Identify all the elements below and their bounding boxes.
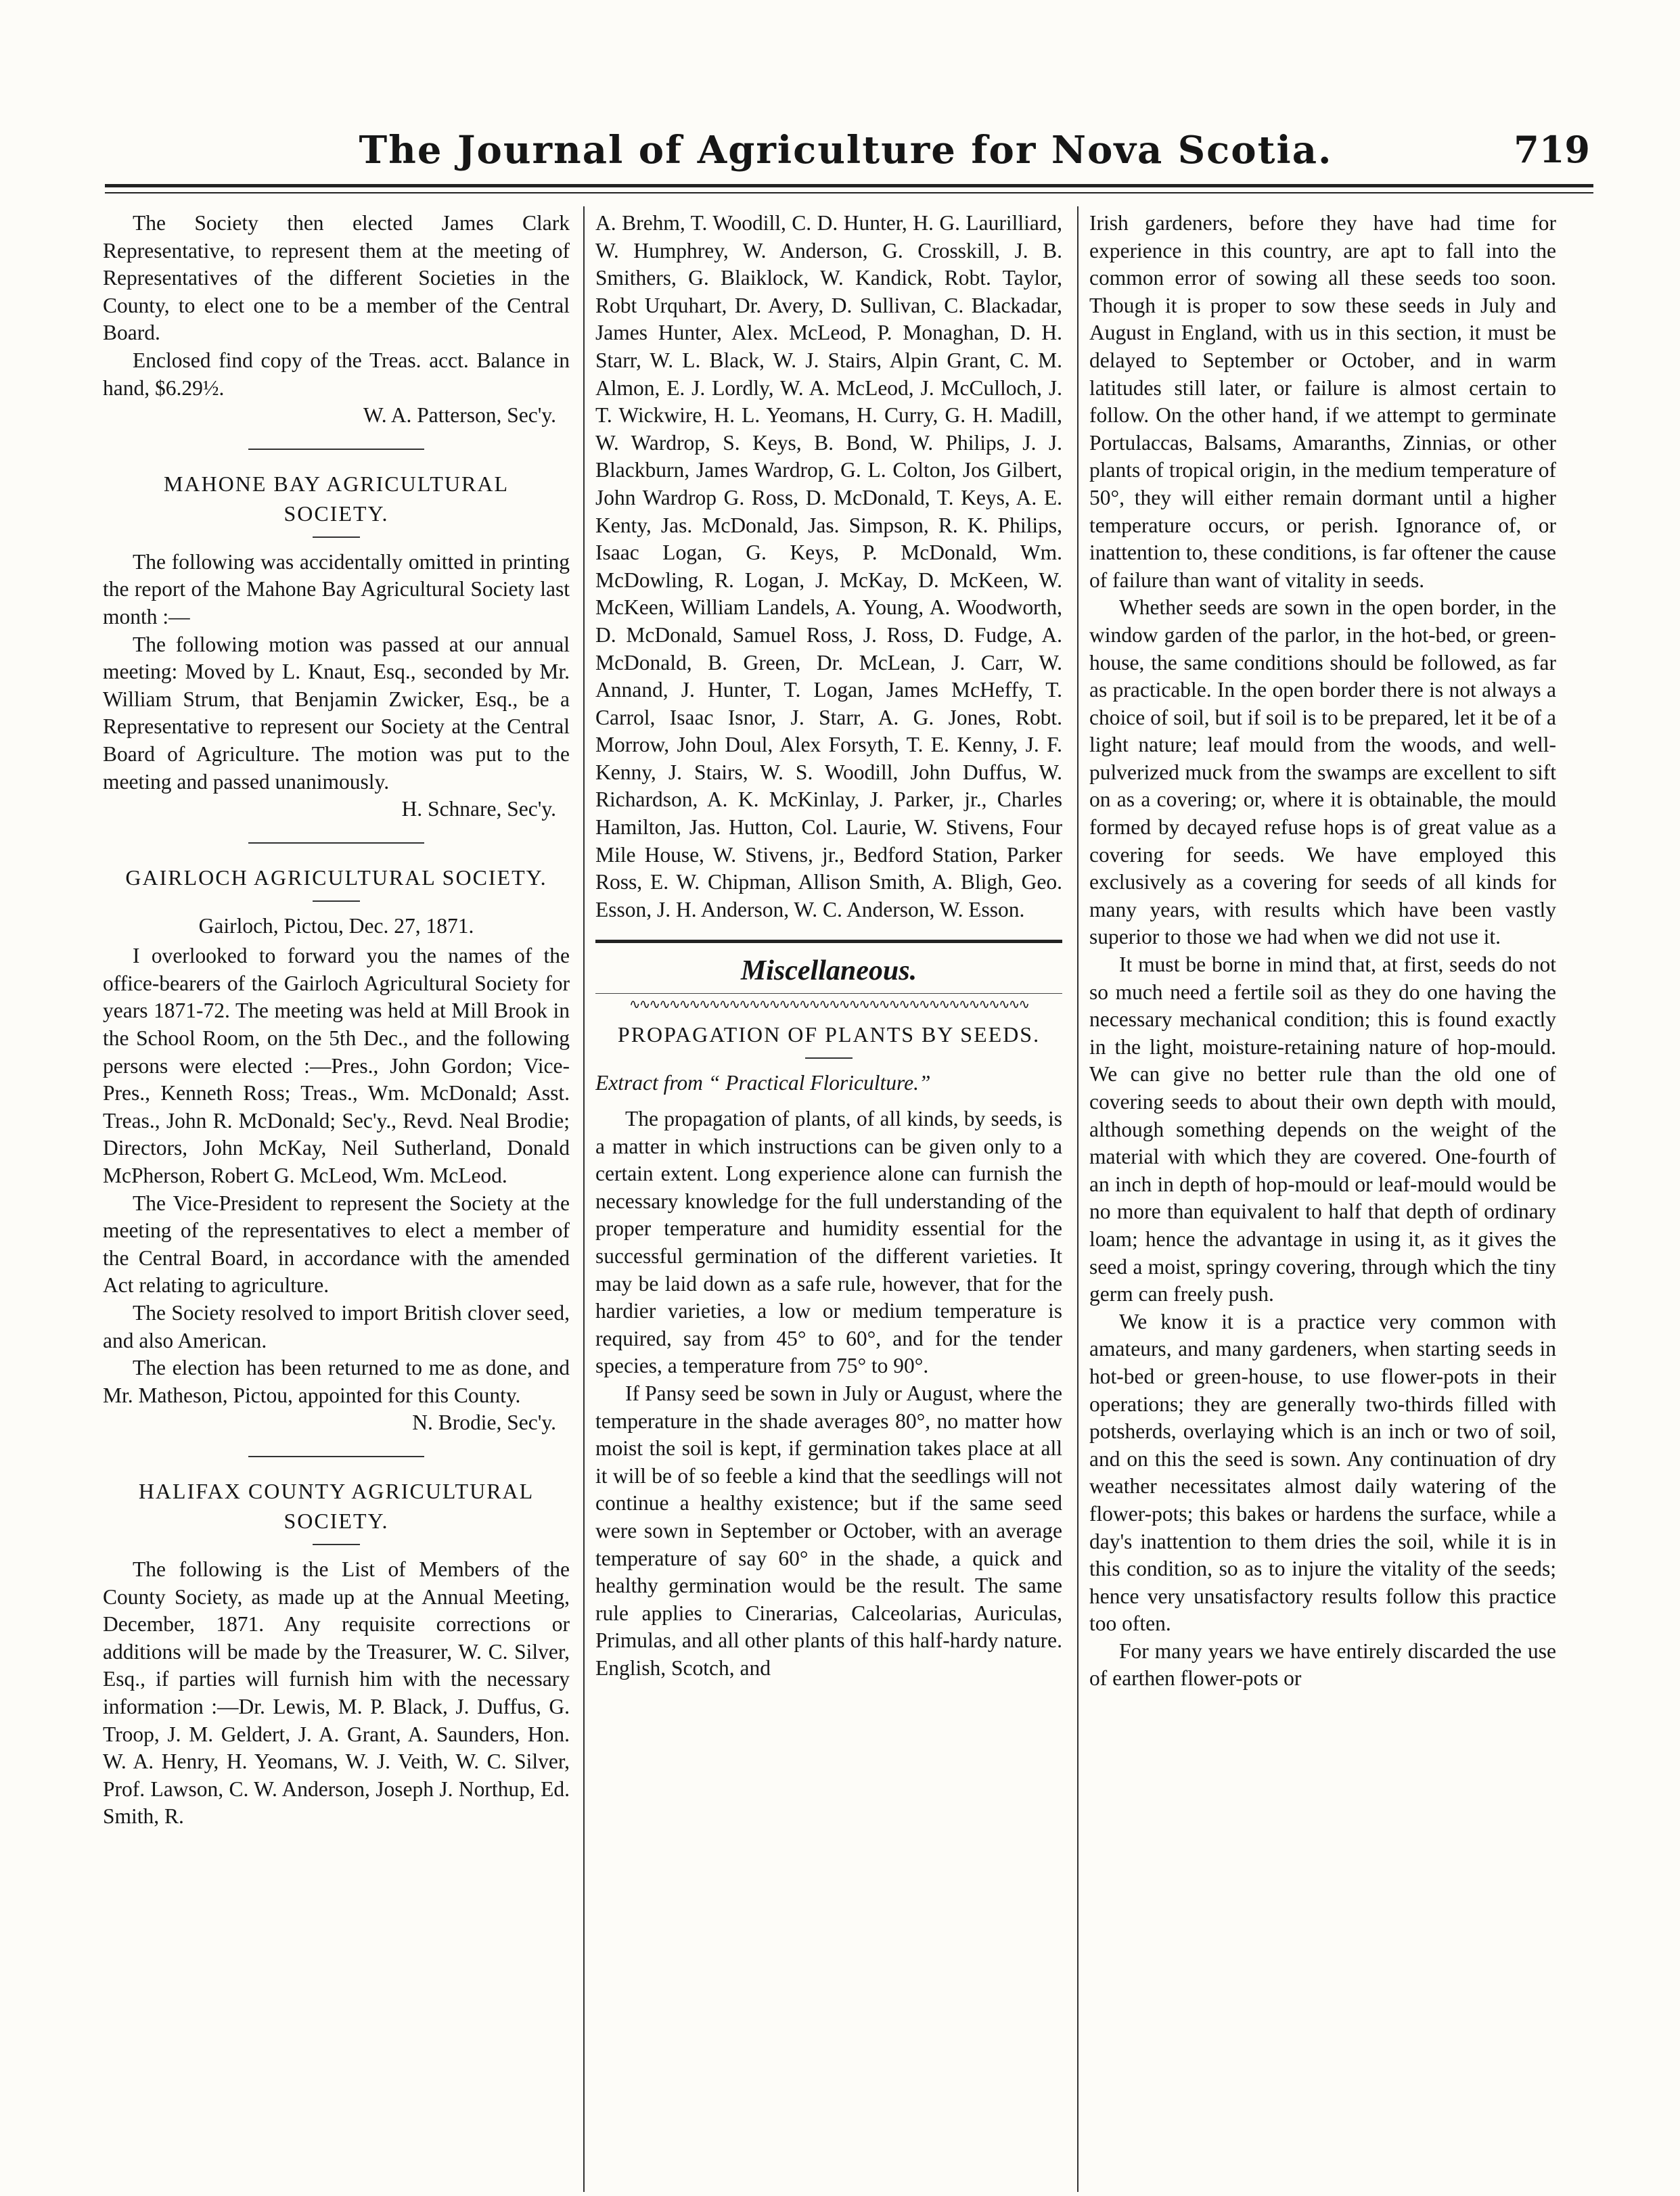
miscellaneous-heading: Miscellaneous. [595,940,1062,994]
paragraph: The following was accidentally omitted in printing the report of the Mahone Bay Agricultural Society last month :— [103,549,570,628]
paragraph: It must be borne in mind that, at first, seeds do not so much need a fertile soil as they do one having the necessary mechanical condition; this is found exactly in the light, moisture-retaining nature of hop-mould. We can give no better rule than the old one of covering seeds to about their own depth with mould, although something depends on the weight of the material with which they are covered. One-fourth of an inch in depth of hop-mould or leaf-mould would be no more than equivalent to half that depth of ordinary loam; hence the advantage in using it, as it gives the seed a moist, springy covering, through which the tiny germ can freely push. [1089,953,1556,1306]
section-heading: MAHONE BAY AGRICULTURAL SOCIETY. [163,471,509,526]
short-rule [805,1057,853,1059]
article-heading: PROPAGATION OF PLANTS BY SEEDS. [617,1022,1041,1047]
paragraph: I overlooked to forward you the names of the office-bearers of the Gairloch Agricultural Society for years 1871-72. The meeting was held at Mill Brook in the School Room, on the 5th Dec., and the following persons were elected :—Pres., John Gordon; Vice-Pres., Kenneth Ross; Treas., Wm. McDonald; Asst. Treas., John R. McDonald; Sec'y., Revd. Neal Brodie; Directors, John McKay, Neil Sutherland, Donald McPherson, Robert G. McLeod, Wm. McLeod. [103,944,570,1188]
paragraph: The election has been returned to me as done, and Mr. Matheson, Pictou, appointed for this County. [103,1356,570,1407]
section-divider [248,449,424,450]
page-number: 719 [1514,128,1590,171]
short-rule [313,900,360,902]
signature: W. A. Patterson, Sec'y. [363,403,556,428]
section-heading: HALIFAX COUNTY AGRICULTURAL SOCIETY. [138,1478,535,1533]
page-header [101,125,1590,179]
section-divider [248,842,424,844]
column-1 [103,210,570,2172]
short-rule [313,1544,360,1545]
column-2 [595,210,1062,2172]
column-divider [1077,206,1079,2192]
paragraph: For many years we have entirely discarded the use of earthen flower-pots or [1089,1639,1556,1691]
paragraph: Enclosed find copy of the Treas. acct. Balance in hand, $6.29½. [103,348,570,400]
short-rule [313,536,360,538]
paragraph: The Society resolved to import British clover seed, and also American. [103,1301,570,1352]
column-3 [1089,210,1556,2172]
section-divider [248,1456,424,1457]
paragraph: The propagation of plants, of all kinds, by seeds, is a matter in which instructions can be given only to a certain extent. Long experience alone can furnish the necessary knowledge for the full understanding of the proper temperature and humidity essential for the successful germination of the different varieties. It may be laid down as a safe rule, however, that for the hardier varieties, a low or medium temperature is required, say from 45° to 60°, and for the tender species, a temperature from 75° to 90°. [595,1107,1062,1378]
header-rule-thin [105,192,1593,193]
signature: N. Brodie, Sec'y. [412,1411,556,1435]
journal-title: The Journal of Agriculture for Nova Scotia. [359,128,1333,173]
header-rule [105,184,1593,187]
ornamental-rule: ∿∿∿∿∿∿∿∿∿∿∿∿∿∿∿∿∿∿∿∿∿∿∿∿∿∿∿∿∿∿∿∿∿∿∿∿∿∿∿∿ [629,997,1029,1013]
paragraph: The following motion was passed at our annual meeting: Moved by L. Knaut, Esq., seconded by Mr. William Strum, that Benjamin Zwicker, Esq., be a Representative to represent our Society at the Central Board of Agriculture. The motion was put to the meeting and passed unanimously. [103,632,570,794]
paragraph: Whether seeds are sown in the open border, in the window garden of the parlor, in the hot-bed, or green-house, the same conditions should be followed, as far as practicable. In the open border there is not always a choice of soil, but if soil is to be prepared, let it be of a light nature; leaf mould from the woods, and well-pulverized muck from the swamps are excellent to sift on as a covering; or, where it is obtainable, the mould formed by decayed refuse hops is of great value as a covering for seeds. We have employed this exclusively as a covering for seeds of all kinds for many years, with results which have been vastly superior to those we had when we did not use it. [1089,595,1556,949]
paragraph: The Society then elected James Clark Representative, to represent them at the meeting of Representatives of the different Societies in the County, to elect one to be a member of the Central Board. [103,211,570,345]
paragraph: The following is the List of Members of the County Society, as made up at the Annual Meeting, December, 1871. Any requisite corrections or additions will be made by the Treasurer, W. C. Silver, Esq., if parties will furnish him with the necessary information :—Dr. Lewis, M. P. Black, J. Duffus, G. Troop, J. M. Geldert, J. A. Grant, A. Saunders, Hon. W. A. Henry, H. Yeomans, W. J. Veith, W. C. Silver, Prof. Lawson, C. W. Anderson, Joseph J. Northup, Ed. Smith, R. [103,1557,570,1829]
signature: H. Schnare, Sec'y. [401,797,556,821]
section-heading: GAIRLOCH AGRICULTURAL SOCIETY. [125,865,547,890]
dateline: Gairloch, Pictou, Dec. 27, 1871. [198,913,474,938]
column-divider [583,206,585,2192]
paragraph: If Pansy seed be sown in July or August, where the temperature in the shade averages 80°, no matter how moist the soil is kept, if germination takes place at all it will be of so feeble a kind that the seedlings will not continue a healthy existence; but if the same seed were sown in September or October, with an average temperature of say 60° in the shade, a quick and healthy germination would be the result. The same rule applies to Cinerarias, Calceolarias, Auriculas, Primulas, and all other plants of this half-hardy nature. English, Scotch, and [595,1381,1062,1680]
paragraph: We know it is a practice very common with amateurs, and many gardeners, when starting seeds in hot-bed or green-house, to use flower-pots in their operations; they are generally two-thirds filled with potsherds, overlaying which is an inch or two of soil, and on this the seed is sown. Any continuation of dry weather necessitates almost daily watering of the flower-pots; this bakes or hardens the surface, while a day's inattention to them dries the soil, while it is in this condition, so as to injure the vitality of the seeds; hence very unsatisfactory results follow this practice too often. [1089,1309,1556,1636]
paragraph: The Vice-President to represent the Society at the meeting of the representatives to elect a member of the Central Board, in accordance with the amended Act relating to agriculture. [103,1191,570,1298]
paragraph: Irish gardeners, before they have had time for experience in this country, are apt to fall into the common error of sowing all these seeds too soon. Though it is proper to sow these seeds in July and August in England, with us in this section, it must be delayed to September or October, and in warm latitudes still later, or failure is almost certain to follow. On the other hand, if we attempt to germinate Portulaccas, Balsams, Amaranths, Zinnias, or other plants of tropical origin, in the medium temperature of 50°, they will either remain dormant until a higher temperature occurs, or perish. Ignorance of, or inattention to, these conditions, is far oftener the cause of failure than want of vitality in seeds. [1089,211,1556,592]
extract-credit: Extract from “ Practical Floriculture.” [595,1071,931,1095]
member-list: A. Brehm, T. Woodill, C. D. Hunter, H. G. Laurilliard, W. Humphrey, W. Anderson, G. Crosskill, J. B. Smithers, G. Blaiklock, W. Kandick, Robt. Taylor, Robt Urquhart, Dr. Avery, D. Sullivan, C. Blackadar, James Hunter, Alex. McLeod, P. Monaghan, D. H. Starr, W. L. Black, W. J. Stairs, Alpin Grant, C. M. Almon, E. J. Lordly, W. A. McLeod, J. McCulloch, J. T. Wickwire, H. L. Yeomans, H. Curry, G. H. Madill, W. Wardrop, S. Keys, B. Bond, W. Philips, J. J. Blackburn, James Wardrop, G. L. Colton, Jos Gilbert, John Wardrop G. Ross, D. McDonald, T. Keys, A. E. Kenty, Jas. McDonald, Jas. Simpson, R. K. Philips, Isaac Logan, G. Keys, P. McDonald, Wm. McDowling, R. Logan, J. McKay, D. McKeen, W. McKeen, William Landels, A. Young, A. Woodworth, D. McDonald, Samuel Ross, J. Ross, D. Fudge, A. McDonald, B. Green, Dr. McLean, J. Carr, W. Annand, J. Hunter, T. Logan, James McHeffy, T. Carrol, Isaac Isnor, J. Starr, A. G. Jones, Robt. Morrow, John Doul, Alex Forsyth, T. E. Kenny, J. F. Kenny, J. Stairs, W. S. Woodill, John Duffus, W. Richardson, A. K. McKinlay, J. Parker, jr., Charles Hamilton, Jas. Hutton, Col. Laurie, W. Stivens, Four Mile House, W. Stivens, jr., Bedford Station, Parker Ross, E. W. Chipman, Allison Smith, A. Bligh, Geo. Esson, J. H. Anderson, W. C. Anderson, W. Esson. [595,211,1062,921]
